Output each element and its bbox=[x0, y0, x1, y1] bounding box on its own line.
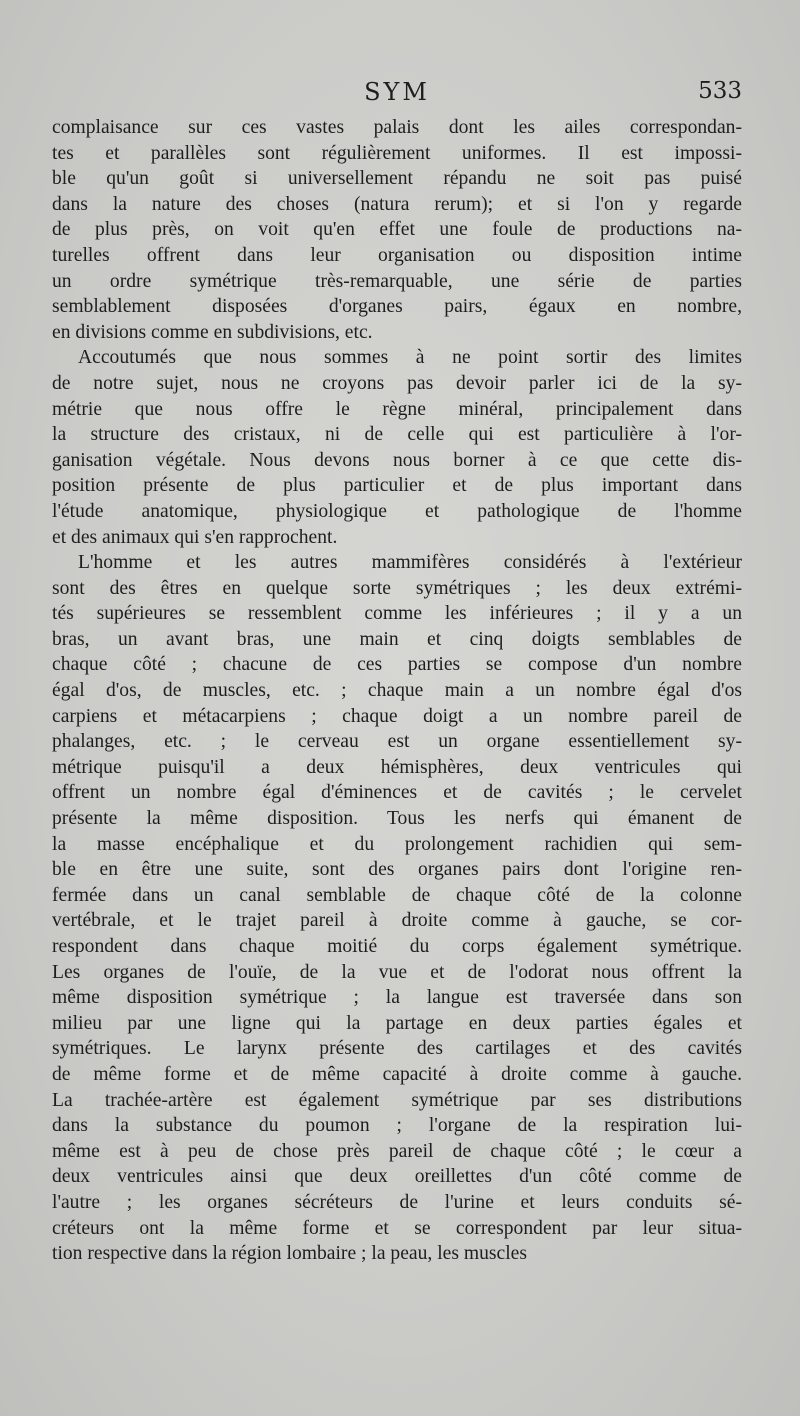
text-line: tés supérieures se ressemblent comme les inférieures ; il y a un bbox=[52, 603, 742, 625]
text-line: dans la substance du poumon ; l'organe de la respiration lui- bbox=[52, 1115, 742, 1137]
text-line: la masse encéphalique et du prolongement rachidien qui sem- bbox=[52, 833, 742, 855]
text-line: L'homme et les autres mammifères considérés à l'extérieur bbox=[78, 552, 742, 574]
page-header bbox=[52, 78, 742, 110]
text-line: Accoutumés que nous sommes à ne point sortir des limites bbox=[78, 347, 742, 369]
text-line: symétriques. Le larynx présente des cartilages et des cavités bbox=[52, 1038, 742, 1060]
text-line: en divisions comme en subdivisions, etc. bbox=[52, 321, 373, 343]
text-line: vertébrale, et le trajet pareil à droite comme à gauche, se cor- bbox=[52, 910, 742, 932]
text-line: Les organes de l'ouïe, de la vue et de l'odorat nous offrent la bbox=[52, 961, 742, 983]
text-line: ble qu'un goût si universellement répandu ne soit pas puisé bbox=[52, 168, 742, 190]
body-text bbox=[52, 115, 742, 1267]
text-line: tion respective dans la région lombaire ; la peau, les muscles bbox=[52, 1243, 527, 1265]
text-line: semblablement disposées d'organes pairs, égaux en nombre, bbox=[52, 296, 742, 318]
running-head: SYM bbox=[364, 78, 430, 106]
paragraph bbox=[52, 115, 742, 345]
text-line: dans la nature des choses (natura rerum); et si l'on y regarde bbox=[52, 193, 742, 215]
text-line: sont des êtres en quelque sorte symétriques ; les deux extrémi- bbox=[52, 577, 742, 599]
text-line: respondent dans chaque moitié du corps également symétrique. bbox=[52, 936, 742, 957]
text-line: métrique puisqu'il a deux hémisphères, deux ventricules qui bbox=[52, 756, 742, 778]
text-line: la structure des cristaux, ni de celle qui est particulière à l'or- bbox=[52, 424, 742, 446]
text-line: de plus près, on voit qu'en effet une foule de productions na- bbox=[52, 219, 742, 241]
text-line: turelles offrent dans leur organisation ou disposition intime bbox=[52, 244, 742, 266]
text-line: ganisation végétale. Nous devons nous borner à ce que cette dis- bbox=[52, 449, 742, 471]
paragraph bbox=[52, 550, 742, 1267]
text-line: créteurs ont la même forme et se correspondent par leur situa- bbox=[52, 1217, 742, 1239]
text-line: chaque côté ; chacune de ces parties se compose d'un nombre bbox=[52, 654, 742, 676]
text-line: deux ventricules ainsi que deux oreillettes d'un côté comme de bbox=[52, 1166, 742, 1188]
text-line: présente la même disposition. Tous les nerfs qui émanent de bbox=[52, 808, 742, 830]
paragraph bbox=[52, 345, 742, 550]
text-line: de notre sujet, nous ne croyons pas devoir parler ici de la sy- bbox=[52, 372, 742, 394]
text-line: l'étude anatomique, physiologique et pathologique de l'homme bbox=[52, 500, 742, 522]
text-line: phalanges, etc. ; le cerveau est un organe essentiellement sy- bbox=[52, 731, 742, 753]
text-line: tes et parallèles sont régulièrement uniformes. Il est impossi- bbox=[52, 142, 742, 164]
text-line: égal d'os, de muscles, etc. ; chaque main a un nombre égal d'os bbox=[52, 680, 742, 702]
text-line: position présente de plus particulier et de plus important dans bbox=[52, 475, 742, 497]
text-line: fermée dans un canal semblable de chaque côté de la colonne bbox=[52, 884, 742, 906]
text-line: La trachée-artère est également symétrique par ses distributions bbox=[52, 1089, 742, 1111]
text-line: même disposition symétrique ; la langue est traversée dans son bbox=[52, 987, 742, 1009]
text-line: milieu par une ligne qui la partage en deux parties égales et bbox=[52, 1012, 742, 1034]
text-line: carpiens et métacarpiens ; chaque doigt a un nombre pareil de bbox=[52, 705, 742, 727]
text-line: offrent un nombre égal d'éminences et de cavités ; le cervelet bbox=[52, 782, 742, 804]
text-line: ble en être une suite, sont des organes pairs dont l'origine ren- bbox=[52, 859, 742, 881]
text-line: de même forme et de même capacité à droite comme à gauche. bbox=[52, 1063, 742, 1085]
text-line: bras, un avant bras, une main et cinq doigts semblables de bbox=[52, 628, 742, 650]
text-line: un ordre symétrique très-remarquable, une série de parties bbox=[52, 270, 742, 292]
text-line: même est à peu de chose près pareil de chaque côté ; le cœur a bbox=[52, 1140, 742, 1162]
text-line: métrie que nous offre le règne minéral, principalement dans bbox=[52, 398, 742, 420]
text-line: l'autre ; les organes sécréteurs de l'urine et leurs conduits sé- bbox=[52, 1191, 742, 1213]
page-number: 533 bbox=[698, 78, 742, 104]
text-line: complaisance sur ces vastes palais dont les ailes correspondan- bbox=[52, 117, 742, 138]
text-line: et des animaux qui s'en rapprochent. bbox=[52, 526, 338, 548]
